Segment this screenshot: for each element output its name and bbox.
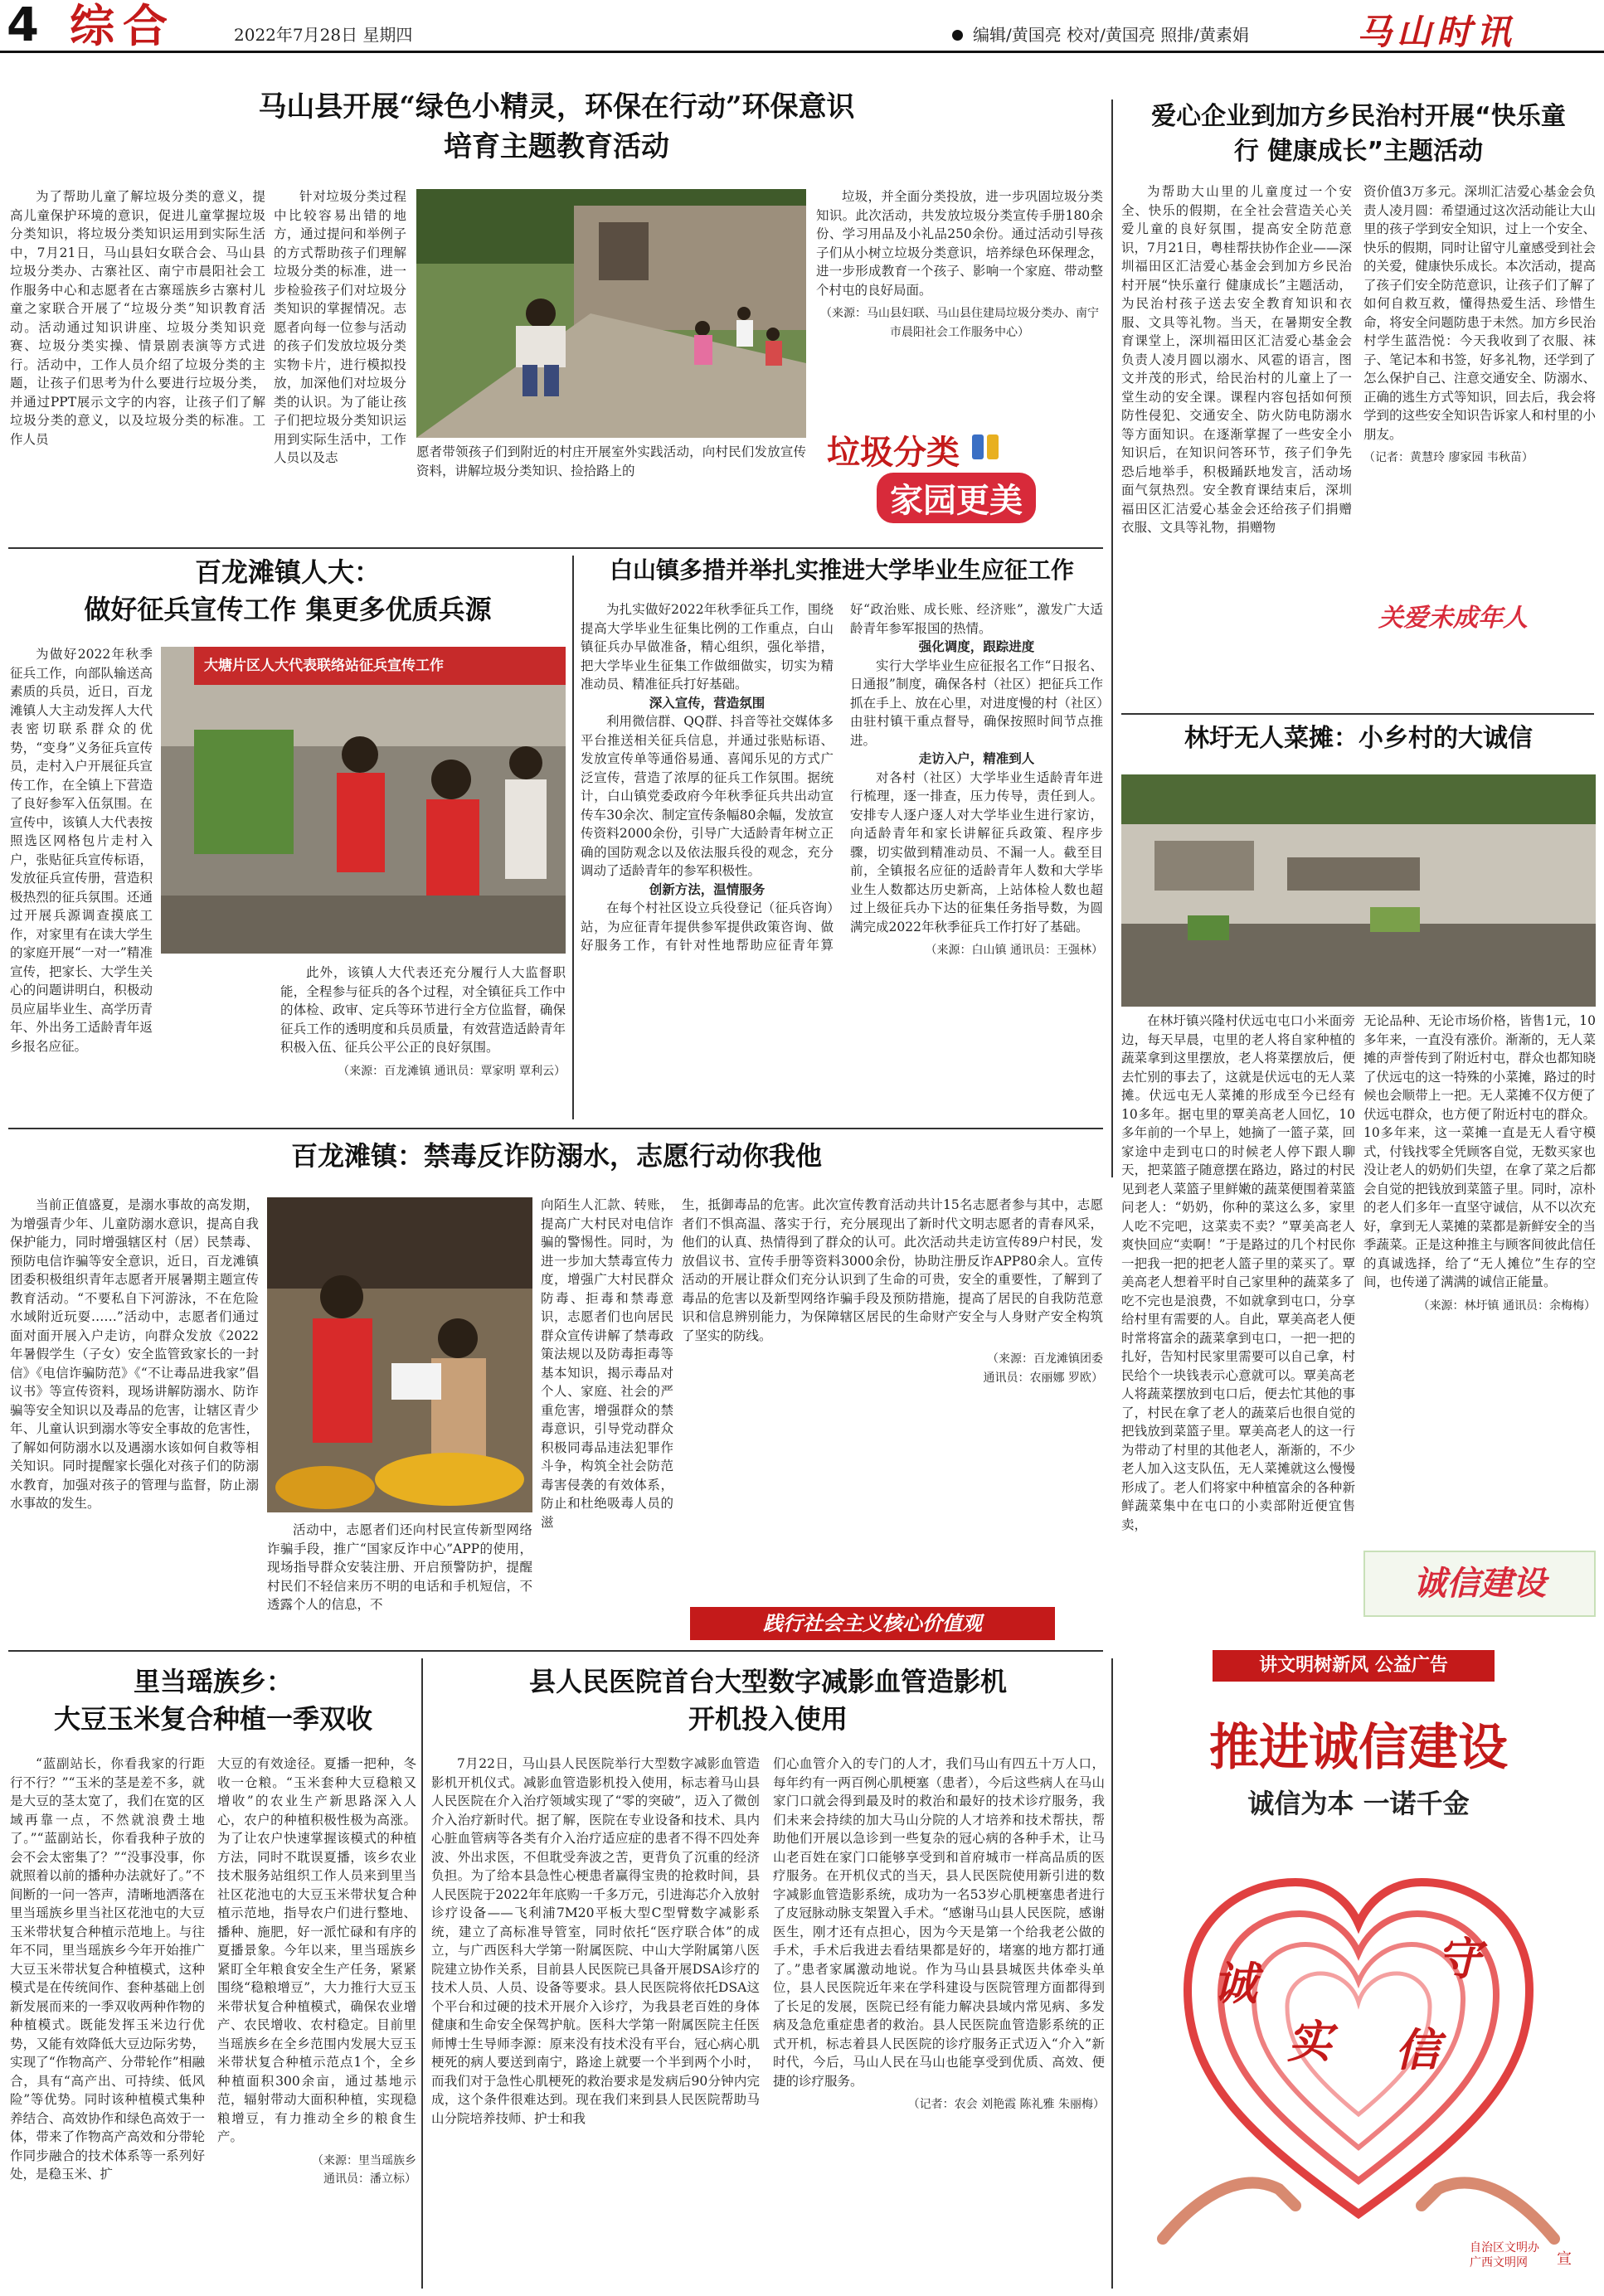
ad-subtitle: 诚信为本 一诺千金 bbox=[1247, 1788, 1470, 1819]
article-title: 马山县开展“绿色小精灵，环保在行动”环保意识 培育主题教育活动 bbox=[258, 90, 855, 163]
editor-credits: 编辑/黄国亮 校对/黄国亮 照排/黄素娟 bbox=[952, 22, 1249, 46]
page-number: 4 bbox=[7, 0, 39, 52]
article-column: 生，抵御毒品的危害。此次宣传教育活动共计15名志愿者参与其中，志愿者们不惧高温、落实于行，充分展现出了新时代文明志愿者的青春风采，他们的认真、热情得到了群众的认可。此次活动共走访宣传89户村民，发放倡议书、宣传手册等资料3000余份，协助注册反诈APP80余人。宣传活动的开展让群众们充分认识到了生命的可贵，安全的重要性，了解到了毒品的危害以及新型网络诈骗手段及预防措施，提高了居民的自我防范意识和信息辨别能力，为保障辖区居民的生命财产安全与人身财产安全构筑了坚实的防线。 （来源：百龙滩镇团委 通讯员：农丽娜 罗欧） bbox=[682, 1197, 1103, 1385]
article-title: 百龙滩镇人大： 做好征兵宣传工作 集更多优质兵源 bbox=[84, 556, 492, 625]
slogan-garbage-sorting: 垃圾分类 家园更美 bbox=[827, 426, 1092, 526]
photo-conscription-campaign bbox=[161, 647, 566, 954]
article-column: 为做好2022年秋季征兵工作，向部队输送高素质的兵员，近日，百龙滩镇人大主动发挥人大代表密切联系群众的优势，“变身”义务征兵宣传员，走村入户开展征兵宣传工作，在全镇上下营造了良好参军入伍氛围。在宣传中，该镇人大代表按照选区网格包片走村入户，张贴征兵宣传标语，发放征兵宣传册，营造积极热烈的征兵氛围。还通过开展兵源调查摸底工作，对家里有在读大学生的家庭开展“一对一”精准宣传，把家长、大学生关心的问题讲明白，积极动员应届毕业生、高学历青年、外出务工适龄青年返乡报名应征。 bbox=[10, 647, 153, 1054]
slogan-care-minors: 关爱未成年人 bbox=[1378, 604, 1528, 633]
article-column: 为帮助大山里的儿童度过一个安全、快乐的假期，在全社会营造关心关爱儿童的良好氛围，提高安全防范意识，7月21日，粤桂帮扶协作企业——深圳福田区汇洁爱心基金会到加方乡民治村开展“快乐童行 健康成长”主题活动，为民治村孩子送去安全教育知识和衣服、文具等礼物。当天，在暑期安全教育课堂上，深圳福田区汇洁爱心基金会负责人凌月圆以溺水、风雹的语言，图文并茂的形式，给民治村的儿童上了一堂生动的安全课。课程内容包括如何预防性侵犯、交通安全、防火防电防溺水等方面知识。在逐渐掌握了一些安全小知识后，在知识问答环节，孩子们争先恐后地举手，积极踊跃地发言，活动场面气氛热烈。安全教育课结束后，深圳福田区汇洁爱心基金会还给孩子们捐赠衣服、文具等礼物，捐赠物 bbox=[1121, 184, 1352, 535]
article-column: 针对垃圾分类过程中比较容易出错的地方，通过提问和举例子的方式帮助孩子们理解垃圾分类的标准，进一步检验孩子们对垃圾分类知识的掌握情况。志愿者向每一位参与活动的孩子们发放垃圾分类实物卡片，进行模拟投放，加深他们对垃圾分类的认识。为了能让孩子们把垃圾分类知识运用到实际生活中，工作人员以及志 bbox=[274, 189, 406, 465]
article-conscription bbox=[10, 554, 566, 1124]
ad-footer-mark: 宣 bbox=[1557, 2250, 1572, 2268]
ad-stamp-char: 信 bbox=[1395, 2024, 1440, 2076]
article-column: 此外，该镇人大代表还充分履行人大监督职能，全程参与征兵的各个过程，对全镇征兵工作中的体检、政审、定兵等环节进行全方位监督，确保征兵工作的透明度和兵员质量，有效营造适龄青年积极入伍、征兵公平公正的良好氛围。 （来源：百龙滩镇 通讯员：覃家明 覃利云） bbox=[280, 965, 566, 1078]
photo-vegetable-stall bbox=[1121, 774, 1596, 1007]
bullet-icon bbox=[952, 30, 963, 41]
article-column: 在林圩镇兴隆村伏远屯屯口小米面旁边，每天早晨，屯里的老人将自家种植的蔬菜拿到这里摆放，老人将菜摆放后，便去忙别的事去了，这就是伏远屯的无人菜摊。伏远屯无人菜摊的形成至今已经有10多年。据屯里的覃美高老人回忆，10多年前的一个早上，她摘了一篮子菜，回家途中走到屯口的时候老人停下跟人聊天，把菜篮子随意摆在路边，路过的村民见到老人菜篮子里鲜嫩的蔬菜便围着菜篮问老人：“奶奶，你种的菜这么多，家里人吃不完吧，这菜卖不卖？”覃美高老人爽快回应“卖啊！”于是路过的几个村民你一把我一把的把老人篮子里的菜买了。覃美高老人想着平时自己家里种的蔬菜多了吃不完也是浪费，不如就拿到屯口，分享给村里有需要的人。自此，覃美高老人便时常将富余的蔬菜拿到屯口，一把一把的扎好，告知村民家里需要可以自己拿，村民给个一块钱表示心意就可以。覃美高老人将蔬菜摆放到屯口后，便去忙其他的事了，村民在拿了老人的蔬菜后也很自觉的把钱放到菜篮子里。覃美高老人的这一行为带动了村里的其他老人，渐渐的，不少老人加入这支队伍，无人菜摊就这么慢慢形成了。老人们将家中种植富余的各种新鲜蔬菜集中在屯口的小卖部附近便宜售卖， bbox=[1121, 1013, 1355, 1532]
row-divider bbox=[8, 547, 1103, 549]
article-title: 里当瑶族乡： 大豆玉米复合种植一季双收 bbox=[53, 1666, 372, 1735]
article-column: 大豆的有效途径。夏播一把种，冬收一仓粮。“玉米套种大豆稳粮又增收”的农业生产新思路深入人心，农户的种植积极性极为高涨。为了让农户快速掌握该模式的种植方法，同时不耽误夏播，该乡农业技术服务站组织工作人员来到里当社区花池屯的大豆玉米带状复合种植示范地，指导农户们进行整地、播种、施肥，好一派忙碌和有序的夏播景象。今年以来，里当瑶族乡紧盯全年粮食安全生产任务，紧紧围绕“稳粮增豆”，大力推行大豆玉米带状复合种植模式，确保农业增产、农民增收、农村稳定。目前里当瑶族乡在全乡范围内发展大豆玉米带状复合种植示范点1个，全乡种植面积300余亩，通过基地示范，辐射带动大面积种植，实现稳粮增豆，有力推动全乡的粮食生产。 （来源：里当瑶族乡 通讯员：潘立标） bbox=[217, 1756, 416, 2186]
row-divider bbox=[8, 1128, 1103, 1129]
article-baishan-recruitment bbox=[581, 554, 1103, 1124]
article-title: 百龙滩镇：禁毒反诈防溺水，志愿行动你我他 bbox=[290, 1140, 822, 1172]
ad-footer: 自治区文明办 广西文明网 bbox=[1470, 2241, 1539, 2269]
article-column: 活动中，志愿者们还向村民宣传新型网络诈骗手段，推广“国家反诈中心”APP的使用，现场指导群众安装注册、开启预警防护，提醒村民们不轻信来历不明的电话和手机短信，不透露个人的信息，不 bbox=[267, 1522, 532, 1612]
fingerprint-heart-icon bbox=[1154, 1841, 1563, 2255]
article-title: 白山镇多措并举扎实推进大学毕业生应征工作 bbox=[609, 556, 1074, 584]
article-intercropping bbox=[10, 1663, 416, 2294]
issue-date: 2022年7月28日 星期四 bbox=[234, 25, 413, 45]
public-service-ad bbox=[1121, 1650, 1596, 2294]
trash-bin-icon bbox=[972, 434, 984, 459]
slogan-honesty: 诚信建设 bbox=[1363, 1551, 1596, 1617]
page-header bbox=[0, 0, 1604, 53]
ad-tag: 讲文明树新风 公益广告 bbox=[1213, 1650, 1495, 1682]
article-anti-drug-volunteers bbox=[10, 1138, 1103, 1645]
photo-children-sorting bbox=[416, 189, 806, 438]
article-column: 向陌生人汇款、转账，提高广大村民对电信诈骗的警惕性。同时，为进一步加大禁毒宣传力度，增强广大村民群众防毒、拒毒和禁毒意识，志愿者们也向居民群众宣传讲解了禁毒政策法规以及防毒拒毒等基本知识，揭示毒品对个人、家庭、社会的严重危害，增强群众的禁毒意识，引导党动群众积极同毒品违法犯罪作斗争，构筑全社会防范毒害侵袭的有效体系，防止和杜绝吸毒人员的滋 bbox=[541, 1197, 673, 1530]
ad-title: 推进诚信建设 bbox=[1209, 1719, 1508, 1777]
photo-volunteers-visit bbox=[267, 1197, 532, 1512]
article-honesty-stall bbox=[1121, 721, 1596, 1642]
section-name: 综合 bbox=[70, 0, 176, 52]
article-column: 愿者带领孩子们到附近的村庄开展室外实践活动，向村民们发放宣传资料，讲解垃圾分类知识、捡拾路上的 bbox=[416, 444, 806, 478]
article-title: 林圩无人菜摊：小乡村的大诚信 bbox=[1184, 724, 1533, 753]
ad-stamp-char: 守 bbox=[1436, 1933, 1481, 1985]
masthead-logo: 马山时讯 bbox=[1357, 12, 1517, 52]
column-divider bbox=[1111, 1658, 1113, 2289]
photo-banner-text: 大塘片区人大代表联络站征兵宣传工作 bbox=[204, 658, 444, 674]
trash-bin-icon bbox=[987, 434, 999, 459]
article-column: 无论品种、无论市场价格，皆售1元，10多年来，一直没有涨价。渐渐的，无人菜摊的声誉传到了附近村屯，群众也都知晓了伏远屯的这一特殊的小菜摊，路过的时候也会顺带上一把。无人菜摊不仅方便了伏远屯群众，也方便了附近村屯的群众。10多年来，这一菜摊一直是无人看守模式，付钱找零全凭顾客自觉，无数买家也没让老人的奶奶们失望，在拿了菜之后都会自觉的把钱放到菜篮子里。同时，凉朴的老人们多年一直坚守诚信，从不以次充好，拿到无人菜摊的菜都是新鲜安全的当季蔬菜。正是这种推主与顾客间彼此信任的真诚选择，给了“无人摊位”生存的空间，也传递了满满的诚信正能量。 （来源：林圩镇 通讯员：余梅梅） bbox=[1363, 1013, 1596, 1313]
column-divider bbox=[421, 1658, 423, 2289]
article-column: 们心血管介入的专门的人才，我们马山有四五十万人口，每年约有一两百例心肌梗塞（患者），今后这些病人在马山家门口就会得到最及时的救治和最好的技术诊疗服务，我们未来会持续的加大马山分院的人才培养和技术帮扶，帮助他们开展以急诊到一些复杂的冠心病的各种手术，让马山老百姓在家门口能够享受到和首府城市一样高品质的医疗服务。在开机仪式的当天，县人民医院使用新引进的数字减影血管造影系统，成功为一名53岁心肌梗塞患者进行了皮冠脉动脉支架置入手术。“感谢马山县人民医院，感谢医生，刚才还有点担心，因为今天是第一个给我老公做的手术，手术后我进去看结果都是好的，堵塞的地方都打通了。”患者家属激动地说。作为马山县县城医共体牵头单位，县人民医院近年来在学科建设与医院管理方面都得到了长足的发展，医院已经有能力解决县域内常见病、多发病及急危重症患者的救治。县人民医院血管造影系统的正式开机，标志着县人民医院的诊疗服务正式迈入“介入”新时代，今后，马山人民在马山也能享受到优质、高效、便捷的诊疗服务。 （记者：农会 刘艳霞 陈礼雅 朱丽梅） bbox=[773, 1756, 1105, 2111]
article-column: “蓝副站长，你看我家的行距行不行？”“玉米的茎是差不多，就是大豆的茎太宽了，我们在宽的区域再靠一点，不然就浪费土地了。”“蓝副站长，你看我种子放的会不会太密集了？”“没事没事，你就照着以前的播种办法就好了。”不间断的一问一答声，清晰地洒落在里当瑶族乡里当社区花池屯的大豆玉米带状复合种植示范地上。与往年不同，里当瑶族乡今年开始推广大豆玉米带状复合种植模式，这种模式是在传统间作、套种基础上创新发展而来的一季双收两种作物的种植模式。既能发挥玉米边行优势，又能有效降低大豆边际劣势，实现了“作物高产、分带轮作”相融合，具有“高产出、可持续、低风险”等优势。同时该种植模式集种养结合、高效协作和绿色高效于一体，带来了作物高产高效和分带轮作同步融合的技术体系等一系列好处，是稳玉米、扩 bbox=[10, 1756, 205, 2182]
article-column: 7月22日，马山县人民医院举行大型数字减影血管造影机开机仪式。减影血管造影机投入使用，标志着马山县人民医院在介入治疗领域实现了“零的突破”，迈入了微创介入治疗新时代。据了解，医院在专业设备和技术、具内心脏血管病等各类有介入治疗适应症的患者不得不四处奔波、外出求医，不但耽受奔波之苦，更背负了沉重的经济负担。为了给本县急性心梗患者赢得宝贵的抢救时间，县人民医院于2022年年底购一千多万元，引进海芯介入放射诊疗设备——飞利浦7M20平板大型C型臂数字减影系统，建立了高标准导管室，同时依托“医疗联合体”的成立，与广西医科大学第一附属医院、中山大学附属第八医院建立协作关系，目前县人民医院已具备开展DSA诊疗的技术人员、人员、设备等要求。县人民医院将依托DSA这个平台和过硬的技术开展介入诊疗，为我县老百姓的身体健康和生命安全保驾护航。医科大学第一附属医院主任医师博士生导师李源：原来没有技术没有平台，冠心病心肌梗死的病人要送到南宁，路途上就要一个半到两个小时，而我们对于急性心肌梗死的救治要求是发病后90分钟内完成，这个条件很难达到。现在我们来到县人民医院帮助马山分院培养技师、护士和我 bbox=[431, 1756, 760, 2126]
article-title: 县人民医院首台大型数字减影血管造影机 开机投入使用 bbox=[528, 1666, 1007, 1735]
article-column: 当前正值盛夏，是溺水事故的高发期，为增强青少年、儿童防溺水意识，提高自我保护能力，同时增强辖区村（居）民禁毒、预防电信诈骗等安全意识，近日，百龙滩镇团委积极组织青年志愿者开展暑期主题宣传教育活动。“不要私自下河游泳，不在危险水域附近玩耍……”活动中，志愿者们通过面对面开展入户走访，向群众发放《2022年暑假学生（子女）安全监管致家长的一封信》《电信诈骗防范》《“不让毒品进我家”倡议书》等宣传资料，现场讲解防溺水、防诈骗等安全知识以及毒品的危害，让辖区青少年、儿童认识到溺水等安全事故的危害性，了解如何防溺水以及遇溺水该如何自救等相关知识。同时提醒家长强化对孩子们的防溺水教育，加强对孩子的管理与监督，防止溺水事故的发生。 bbox=[10, 1197, 259, 1511]
row-divider bbox=[1121, 713, 1594, 715]
article-body: 为扎实做好2022年秋季征兵工作，围绕提高大学毕业生征集比例的工作重点，白山镇征兵办早做准备，精心组织，强化举措，把大学毕业生征集工作做细做实，切实为精准动员、精准征兵打好基础。 深入宣传，营造氛围 利用微信群、QQ群、抖音等社交媒体多平台推送相关征兵信息，并通过张贴标语、发放宣传单等通俗易通、喜闻乐见的方式广泛宣传，营造了浓厚的征兵工作氛围。据统计，白山镇党委政府今年秋季征兵共出动宣传车30余次、制定宣传条幅80余幅，发放宣传资料2000余份，引导广大适龄青年树立正确的国防观念以及依法服兵役的观念，充分调动了适龄青年的参军积极性。 创新方法，温情服务 在每个村社区设立兵役登记（征兵咨询）站，为应征青年提供参军提供政策咨询、做好服务工作，有针对性地帮助应征青年算好“政治账、成长账、经济账”，激发广大适龄青年参军报国的热情。 强化调度，跟踪进度 实行大学毕业生应征报名工作“日报名、日通报”制度，确保各村（社区）把征兵工作抓在手上、放在心里，对进度慢的村（社区）由驻村镇干重点督导，确保按照时间节点推进。 走访入户，精准到人 对各村（社区）大学毕业生适龄青年进行梳理，逐一排查，压力传导，责任到人。安排专人逐户逐人对大学毕业生进行家访，向适龄青年和家长讲解征兵政策、程序步骤，切实做到精准动员、不漏一人。截至目前，全镇报名应征的适龄青年人数和大学毕业生人数都达历史新高，上站体检人数也超过上级征兵办下达的征集任务指导数，为圆满完成2022年秋季征兵工作打好了基础。 （来源：白山镇 通讯员：王强林） bbox=[581, 602, 1103, 957]
article-column: 垃圾，并全面分类投放，进一步巩固垃圾分类知识。此次活动，共发放垃圾分类宣传手册180余份、学习用品及小礼品250余份。通过活动引导孩子们从小树立垃圾分类意识，培养绿色环保理念，进一步形成教育一个孩子、影响一个家庭、带动整个村屯的良好局面。 （来源：马山县妇联、马山县住建局垃圾分类办、南宁市晨阳社会工作服务中心） bbox=[816, 189, 1103, 339]
article-hospital-dsa bbox=[431, 1663, 1105, 2294]
article-title: 爱心企业到加方乡民治村开展“快乐童 行 健康成长”主题活动 bbox=[1151, 102, 1566, 166]
article-charity-children bbox=[1121, 100, 1596, 709]
ad-stamp-char: 实 bbox=[1287, 2016, 1332, 2068]
article-garbage-sorting bbox=[10, 88, 1103, 544]
column-divider bbox=[572, 556, 574, 1119]
article-column: 为了帮助儿童了解垃圾分类的意义，提高儿童保护环境的意识，促进儿童掌握垃圾分类知识，将垃圾分类知识运用到实际生活中，7月21日，马山县妇女联合会、马山县垃圾分类办、古寨社区、南宁市晨阳社会工作服务中心和志愿者在古寨瑶族乡古寨村儿童之家联合开展了“垃圾分类”知识教育活动。活动通过知识讲座、垃圾分类知识竞赛、垃圾分类实操、情景剧表演等方式进行。活动中，工作人员介绍了垃圾分类的主题，让孩子们思考为什么要进行垃圾分类，并通过PPT展示文字的内容，让孩子们了解垃圾分类的意义，以及垃圾分类的标准。工作人员 bbox=[10, 189, 265, 447]
slogan-core-values: 践行社会主义核心价值观 bbox=[690, 1607, 1055, 1640]
article-column: 资价值3万多元。深圳汇洁爱心基金会负责人凌月圆：希望通过这次活动能让大山里的孩子学到安全知识，过上一个安全、快乐的假期，同时让留守儿童感受到社会的关爱，健康快乐成长。本次活动，提高了孩子们安全防范意识，让孩子们了解了如何自救互救，懂得热爱生活、珍惜生命，将安全问题防患于未然。加方乡民治村学生蓝浩悦：今天我收到了衣服、袜子、笔记本和书签，好多礼物，还学到了怎么保护自己、注意交通安全、防溺水、正确的逃生方式等知识，回去后，我会将学到的这些安全知识告诉家人和村里的小朋友。 （记者：黄慧玲 廖家园 韦秋苗） bbox=[1363, 184, 1596, 464]
row-divider bbox=[8, 1650, 1103, 1652]
ad-stamp-char: 诚 bbox=[1213, 1958, 1257, 2010]
column-divider bbox=[1111, 100, 1113, 1177]
